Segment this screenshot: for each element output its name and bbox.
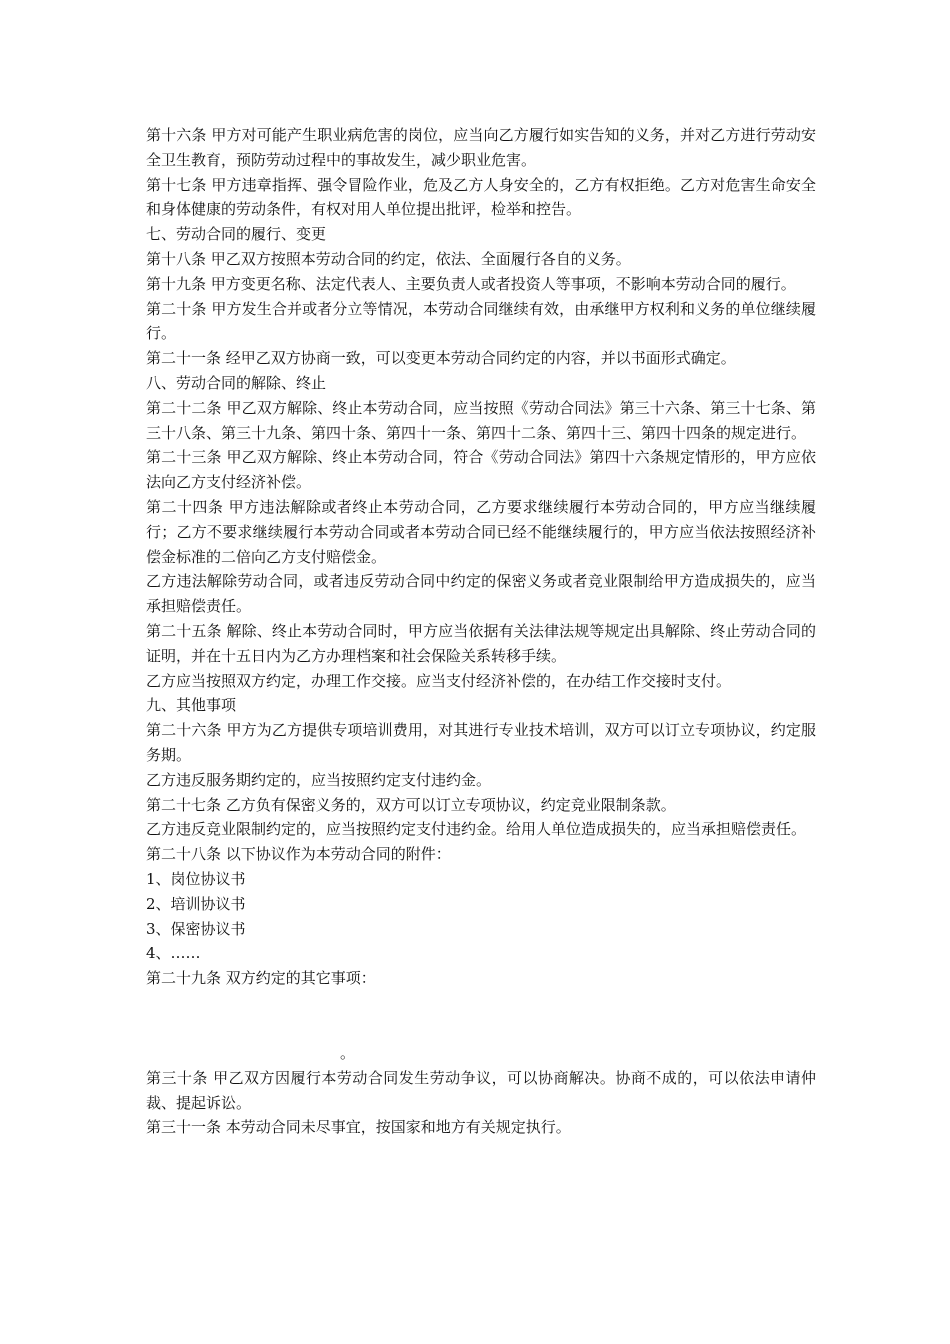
clause-27: 第二十七条 乙方负有保密义务的，双方可以订立专项协议，约定竞业限制条款。	[146, 795, 676, 814]
clause-16: 第十六条 甲方对可能产生职业病危害的岗位，应当向乙方履行如实告知的义务，并对乙方进行劳动安全卫生教育，预防劳动过程中的事故发生，减少职业危害。	[146, 126, 816, 169]
clause-25-note: 乙方应当按照双方约定，办理工作交接。应当支付经济补偿的，在办结工作交接时支付。	[146, 671, 732, 690]
section-heading-9: 九、其他事项	[146, 696, 237, 715]
clause-26: 第二十六条 甲方为乙方提供专项培训费用，对其进行专业技术培训，双方可以订立专项协议，约定服务期。	[146, 721, 816, 764]
clause-27-note: 乙方违反竞业限制约定的，应当按照约定支付违约金。给用人单位造成损失的，应当承担赔偿责任。	[146, 820, 807, 839]
clause-26-note: 乙方违反服务期约定的，应当按照约定支付违约金。	[146, 770, 492, 789]
clause-28: 第二十八条 以下协议作为本劳动合同的附件：	[146, 845, 451, 864]
clause-23: 第二十三条 甲乙双方解除、终止本劳动合同，符合《劳动合同法》第四十六条规定情形的，甲方应依法向乙方支付经济补偿。	[146, 448, 816, 492]
clause-31: 第三十一条 本劳动合同未尽事宜，按国家和地方有关规定执行。	[146, 1118, 571, 1137]
attachment-item-1: 1、岗位协议书	[146, 869, 246, 888]
clause-18: 第十八条 甲乙双方按照本劳动合同的约定，依法、全面履行各自的义务。	[146, 249, 631, 268]
clause-22: 第二十二条 甲乙双方解除、终止本劳动合同，应当按照《劳动合同法》第三十六条、第三十七条、第三十八条、第三十九条、第四十条、第四十一条、第四十二条、第四十三、第四十四条的规定进行。	[146, 398, 816, 442]
clause-24-note: 乙方违法解除劳动合同，或者违反劳动合同中约定的保密义务或者竞业限制给甲方造成损失的，应当承担赔偿责任。	[146, 572, 816, 616]
blank-fill-area	[146, 991, 816, 1040]
contract-body-bottom	[146, 1066, 816, 1140]
clause-24: 第二十四条 甲方违法解除或者终止本劳动合同，乙方要求继续履行本劳动合同的，甲方应当继续履行；乙方不要求继续履行本劳动合同或者本劳动合同已经不能继续履行的，甲方应当依法按照经济补偿金标准的二倍向乙方支付赔偿金。	[146, 497, 816, 566]
contract-page	[146, 123, 816, 1140]
section-heading-8: 八、劳动合同的解除、终止	[146, 373, 327, 392]
clause-17: 第十七条 甲方违章指挥、强令冒险作业，危及乙方人身安全的，乙方有权拒绝。乙方对危害生命安全和身体健康的劳动条件，有权对用人单位提出批评，检举和控告。	[146, 175, 816, 219]
clause-19: 第十九条 甲方变更名称、法定代表人、主要负责人或者投资人等事项，不影响本劳动合同的履行。	[146, 274, 796, 293]
clause-30: 第三十条 甲乙双方因履行本劳动合同发生劳动争议，可以协商解决。协商不成的，可以依法申请仲裁、提起诉讼。	[146, 1068, 816, 1112]
clause-21: 第二十一条 经甲乙双方协商一致，可以变更本劳动合同约定的内容，并以书面形式确定。	[146, 349, 736, 368]
attachment-item-2: 2、培训协议书	[146, 894, 246, 913]
clause-29: 第二十九条 双方约定的其它事项：	[146, 969, 376, 988]
contract-body-top	[146, 123, 816, 991]
attachment-item-4: 4、……	[146, 944, 201, 963]
clause-25: 第二十五条 解除、终止本劳动合同时，甲方应当依据有关法律法规等规定出具解除、终止劳动合同的证明，并在十五日内为乙方办理档案和社会保险关系转移手续。	[146, 621, 816, 665]
clause-20: 第二十条 甲方发生合并或者分立等情况，本劳动合同继续有效，由承继甲方权利和义务的单位继续履行。	[146, 299, 816, 343]
section-heading-7: 七、劳动合同的履行、变更	[146, 225, 327, 244]
attachment-item-3: 3、保密协议书	[146, 919, 246, 938]
blank-end-mark: 。	[340, 1043, 356, 1062]
